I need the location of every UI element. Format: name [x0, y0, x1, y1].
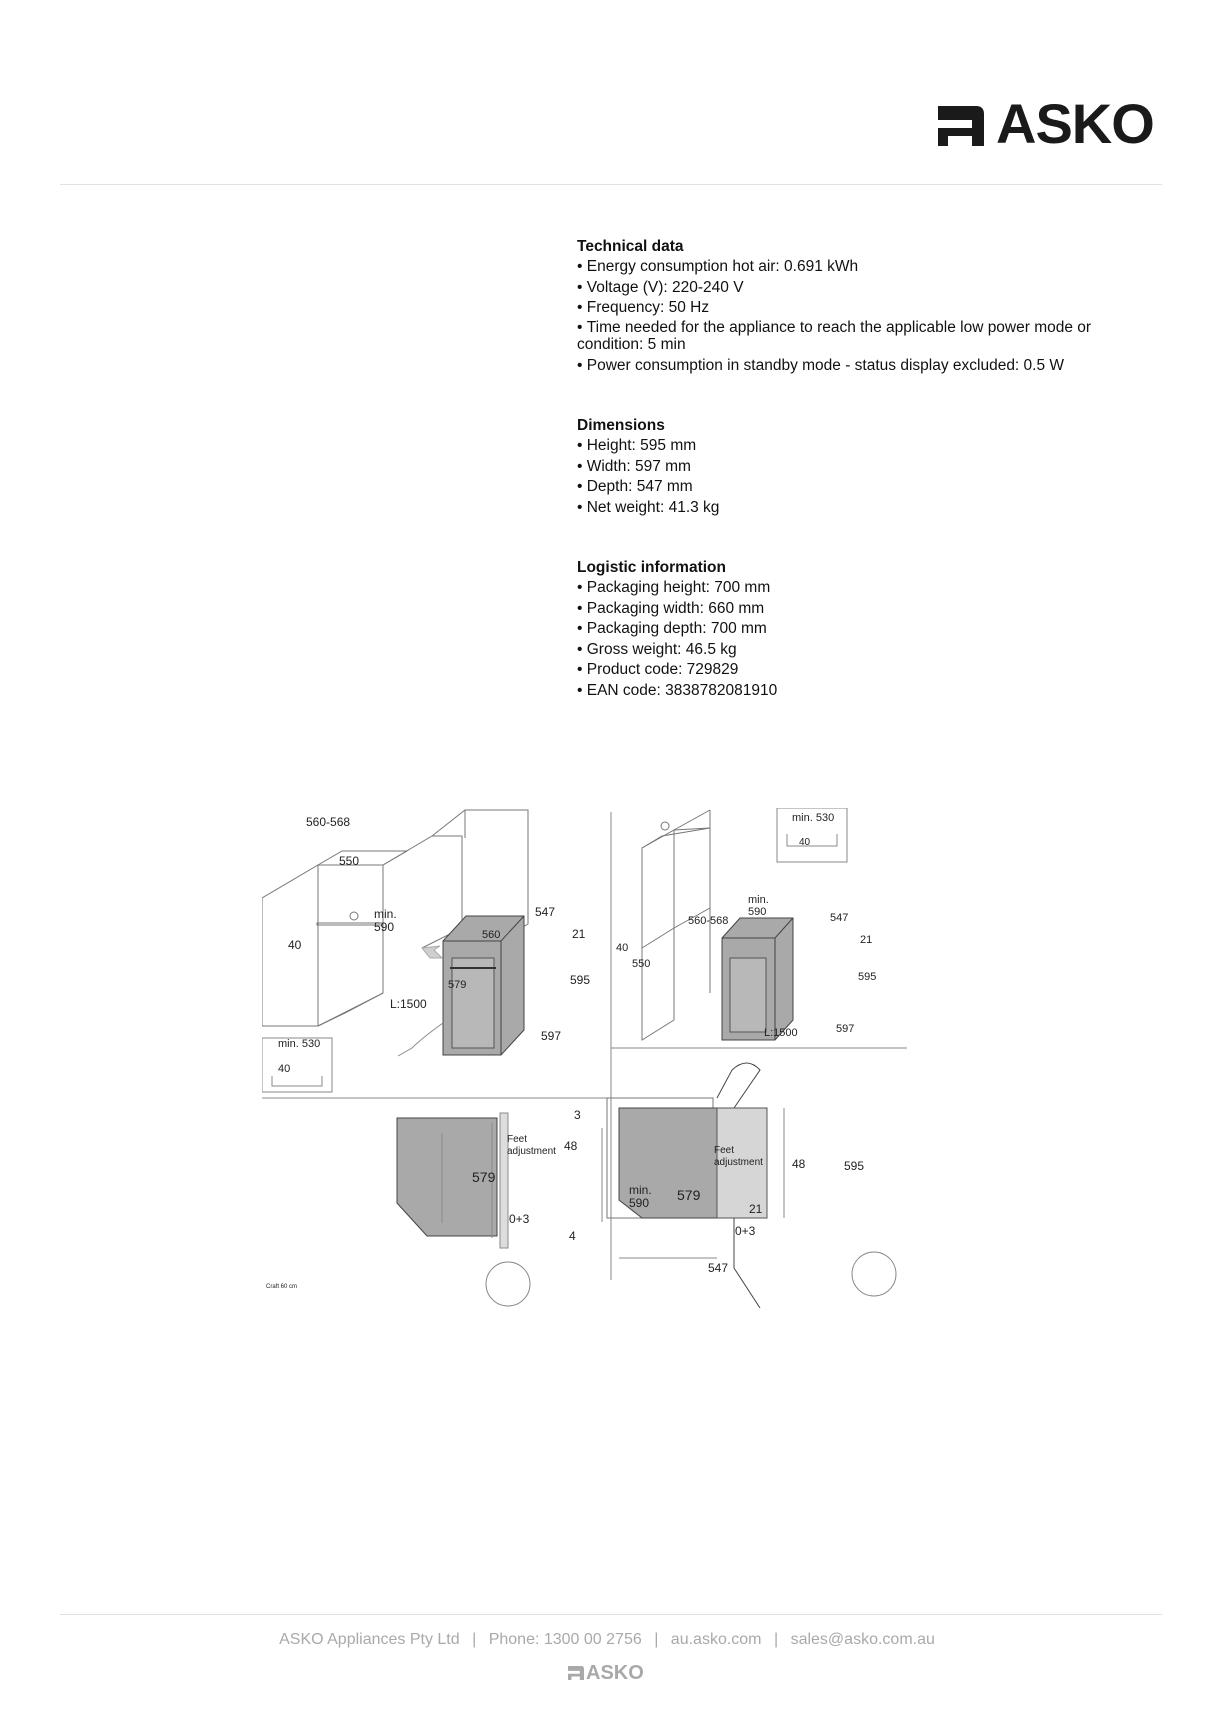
- dim-label: 590: [629, 1196, 650, 1210]
- dim-label: 547: [830, 912, 849, 924]
- list-item: • Product code: 729829: [577, 660, 1157, 681]
- brand-logo: [938, 92, 1154, 155]
- list-item: • Depth: 547 mm: [577, 477, 1157, 498]
- brand-wordmark: ASKO: [996, 92, 1154, 155]
- logistic-list: [577, 578, 1157, 701]
- list-item: • Time needed for the appliance to reach the applicable low power mode or condition: 5 min: [577, 319, 1157, 353]
- footer-website-link[interactable]: au.asko.com: [670, 1631, 762, 1648]
- dim-label: 48: [564, 1139, 578, 1153]
- detail-circle-d: [852, 1252, 896, 1296]
- dim-label: 547: [535, 905, 556, 919]
- dim-label: adjustment: [507, 1146, 556, 1157]
- dim-label: 40: [278, 1063, 291, 1075]
- dim-label: min. 530: [278, 1038, 321, 1050]
- dim-label: 550: [339, 854, 360, 868]
- dim-label: 560: [482, 929, 501, 941]
- installation-drawing: [262, 808, 912, 1308]
- footer-contact: [0, 1631, 1214, 1649]
- footer-phone: Phone: 1300 00 2756: [488, 1631, 642, 1648]
- footer-company: ASKO Appliances Pty Ltd: [279, 1631, 460, 1648]
- dim-label: 0+3: [509, 1212, 530, 1226]
- list-item: • Gross weight: 46.5 kg: [577, 640, 1157, 661]
- drawing-caption: Craft 60 cm: [266, 1284, 298, 1290]
- dim-label: 597: [836, 1023, 855, 1035]
- oven-b: [722, 918, 793, 1040]
- dim-label: 590: [748, 906, 767, 918]
- list-item: • Frequency: 50 Hz: [577, 298, 1157, 319]
- specifications: [577, 237, 1157, 741]
- dim-label: min. 530: [792, 812, 835, 824]
- dim-label: 560-568: [688, 915, 729, 927]
- logistic-heading: Logistic information: [577, 559, 726, 576]
- list-item: • Packaging depth: 700 mm: [577, 619, 1157, 640]
- dim-label: 550: [632, 958, 651, 970]
- dim-label: min.: [374, 907, 397, 921]
- dim-label: L:1500: [764, 1027, 798, 1039]
- dim-label: 0+3: [735, 1224, 756, 1238]
- dim-label: 595: [570, 973, 591, 987]
- dim-label: 4: [569, 1229, 576, 1243]
- dim-label: 547: [708, 1261, 729, 1275]
- footer-separator: |: [472, 1631, 477, 1648]
- dim-label: adjustment: [714, 1157, 763, 1168]
- footer-divider: [60, 1614, 1162, 1615]
- technical-data-heading: Technical data: [577, 238, 684, 255]
- list-item: • Width: 597 mm: [577, 457, 1157, 478]
- footer-wordmark: ASKO: [586, 1662, 644, 1684]
- dim-label: 590: [374, 920, 395, 934]
- technical-data-list: [577, 257, 1157, 376]
- list-item: • Packaging height: 700 mm: [577, 578, 1157, 599]
- header-divider: [60, 184, 1162, 185]
- list-item: • EAN code: 3838782081910: [577, 681, 1157, 702]
- list-item: • Energy consumption hot air: 0.691 kWh: [577, 257, 1157, 278]
- dim-label: 560-568: [306, 815, 351, 829]
- list-item: • Height: 595 mm: [577, 436, 1157, 457]
- dim-label: 579: [448, 979, 467, 991]
- dimensions-list: [577, 436, 1157, 518]
- power-cord-a: [398, 1023, 443, 1056]
- dim-label: Feet: [507, 1134, 528, 1145]
- asko-mark-icon: [938, 106, 984, 146]
- dim-label: 40: [288, 938, 302, 952]
- dim-label: 3: [574, 1108, 581, 1122]
- dimensions-heading: Dimensions: [577, 417, 665, 434]
- dim-label: 595: [858, 971, 877, 983]
- dim-label: L:1500: [390, 997, 427, 1011]
- dim-label: Feet: [714, 1145, 735, 1156]
- asko-mark-icon: [568, 1666, 584, 1680]
- dim-label: 595: [844, 1159, 865, 1173]
- footer-email-link[interactable]: sales@asko.com.au: [790, 1631, 935, 1648]
- list-item: • Voltage (V): 220-240 V: [577, 278, 1157, 299]
- dim-label: min.: [629, 1183, 652, 1197]
- dim-label: 21: [749, 1202, 763, 1216]
- dim-label: 21: [860, 934, 873, 946]
- detail-circle-c: [486, 1262, 530, 1306]
- list-item: • Power consumption in standby mode - status display excluded: 0.5 W: [577, 356, 1157, 377]
- footer-separator: |: [773, 1631, 779, 1648]
- insert-arrow: [422, 946, 442, 958]
- dim-label: 597: [541, 1029, 562, 1043]
- dim-label: 40: [616, 942, 629, 954]
- dim-label: 579: [677, 1187, 701, 1203]
- dim-label: 579: [472, 1169, 496, 1185]
- dim-label: 40: [799, 837, 811, 848]
- dim-label: min.: [748, 894, 769, 906]
- footer-separator: |: [654, 1631, 659, 1648]
- dim-label: 48: [792, 1157, 806, 1171]
- list-item: • Net weight: 41.3 kg: [577, 498, 1157, 519]
- list-item: • Packaging width: 660 mm: [577, 599, 1157, 620]
- dim-label: 21: [572, 927, 586, 941]
